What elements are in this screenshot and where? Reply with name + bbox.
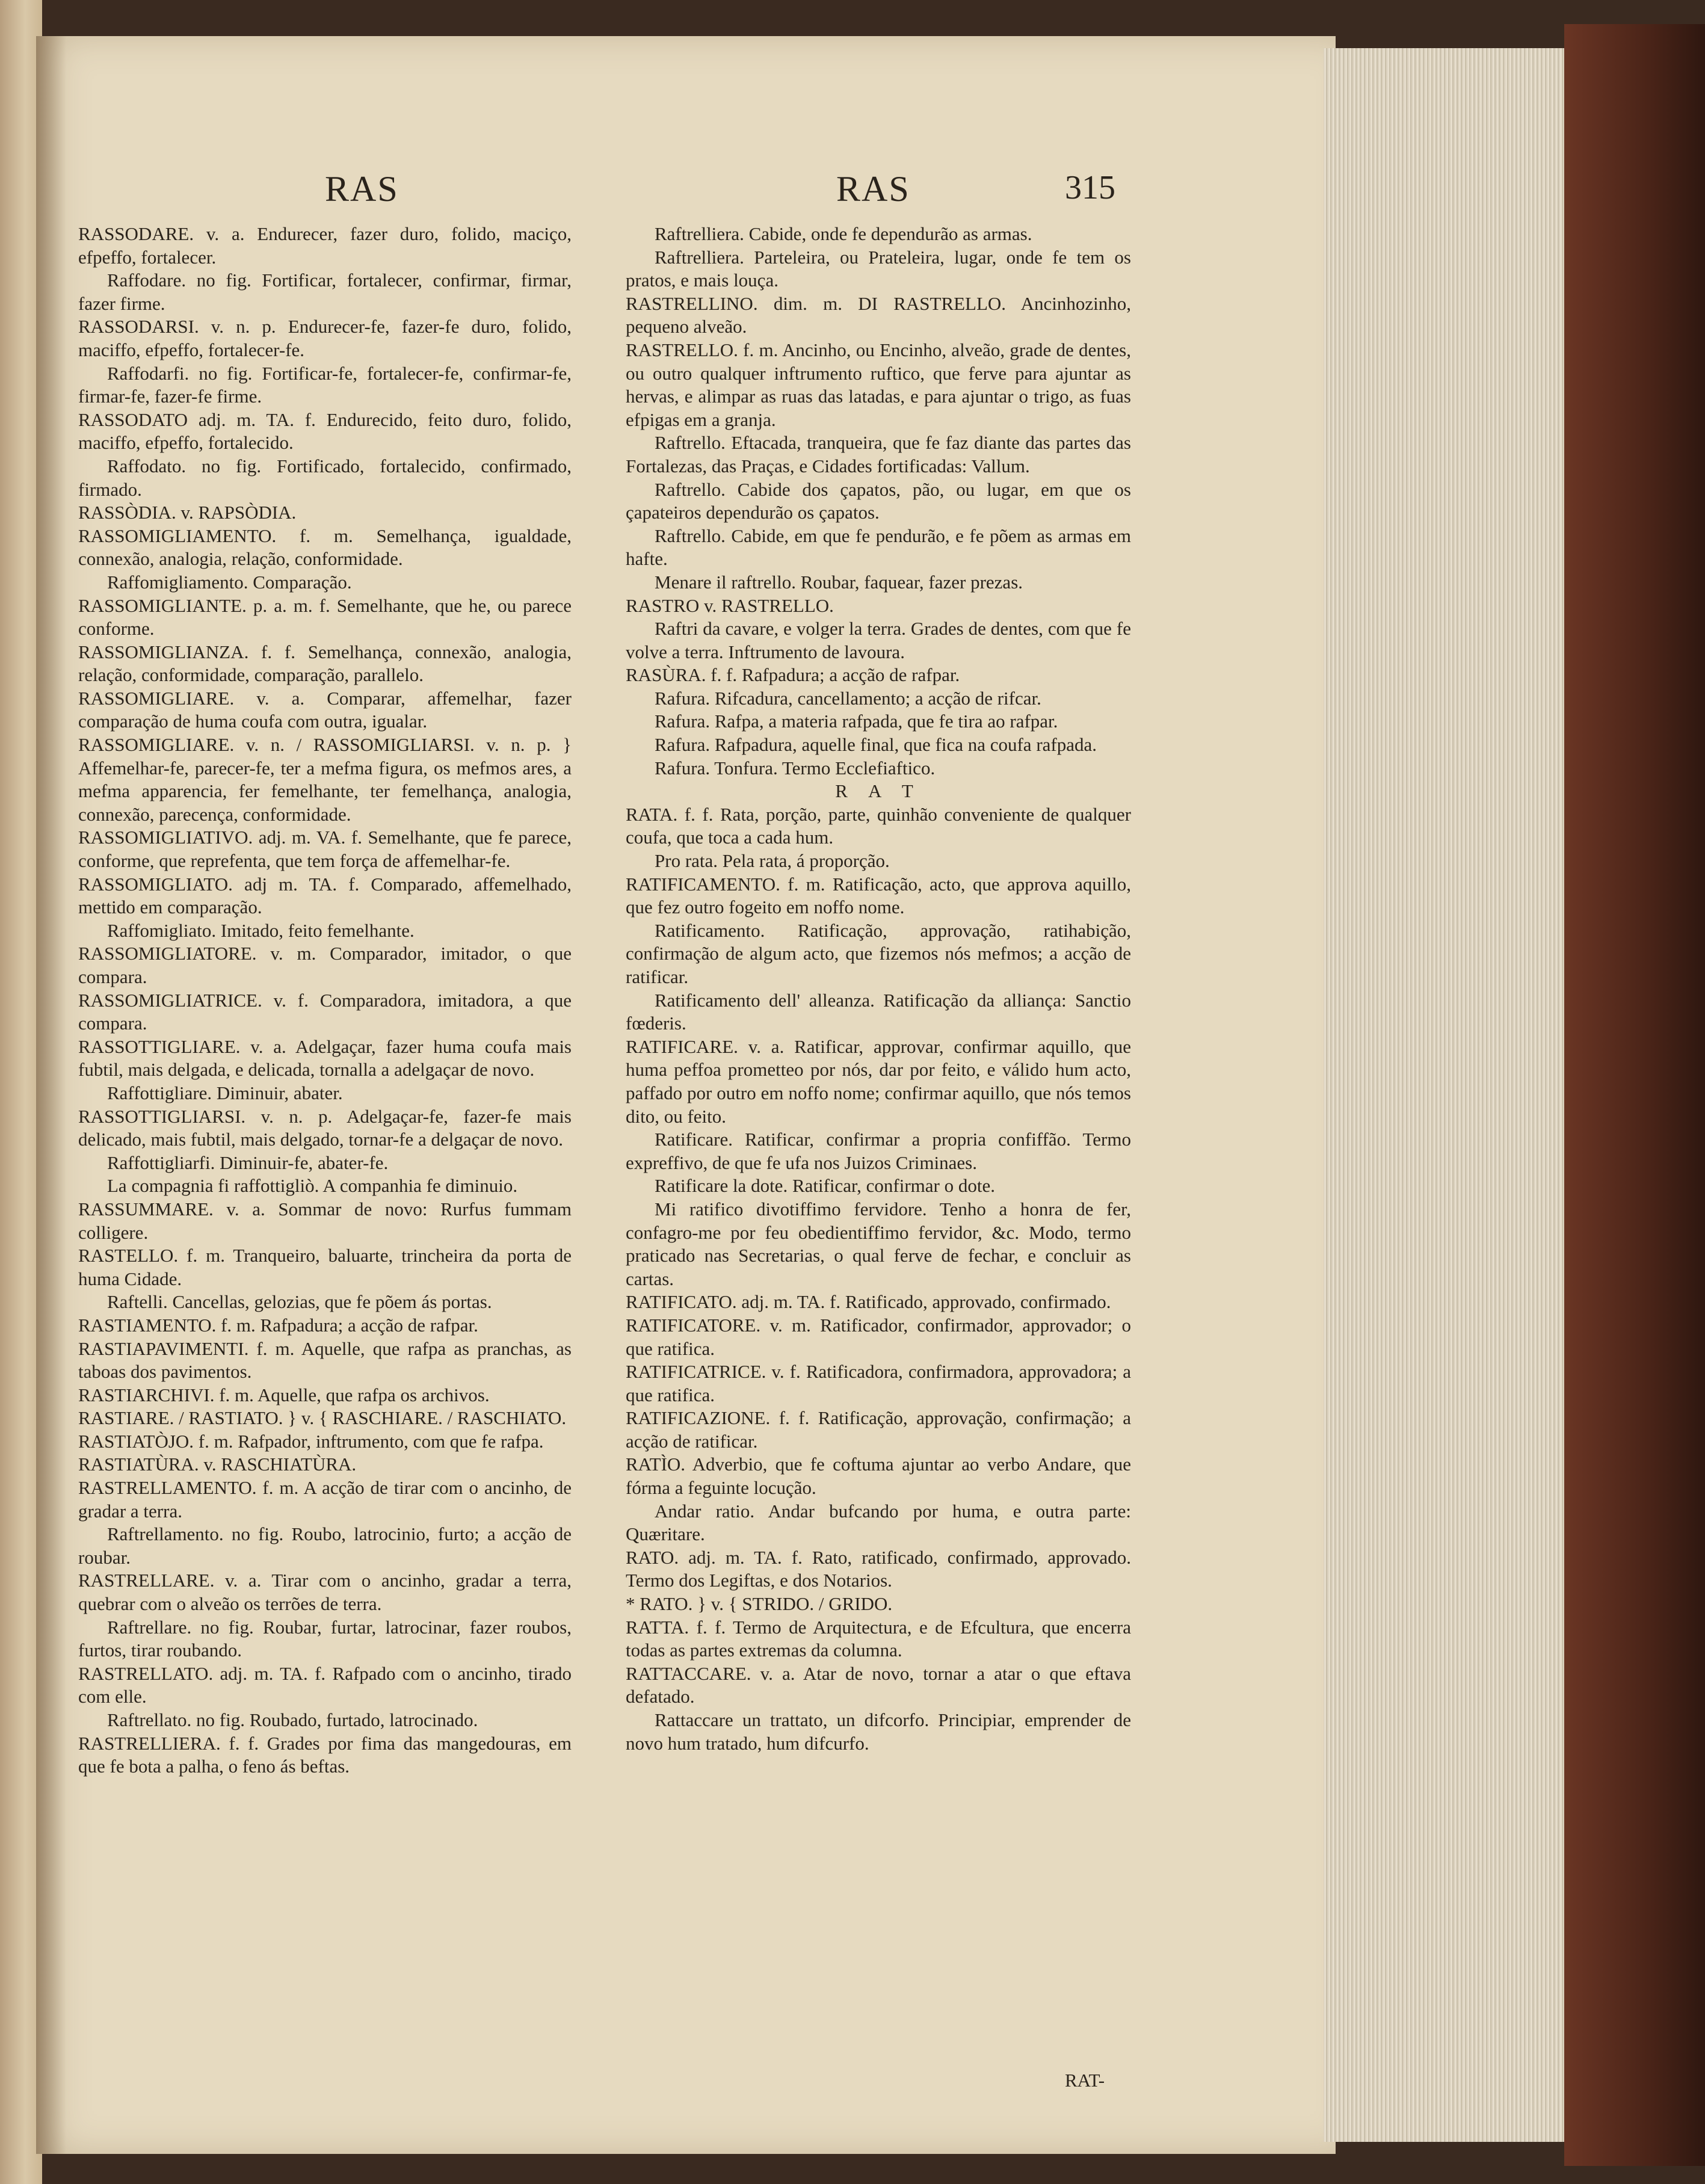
entry: RATTA. f. f. Termo de Arquitectura, e de Efcultura, que encerra todas as partes extremas da columna. bbox=[626, 1616, 1131, 1661]
entry: Raffodare. no fig. Fortificar, fortalecer, confirmar, firmar, fazer firme. bbox=[78, 270, 572, 314]
section-heading: R A T bbox=[835, 780, 922, 802]
entry: RASSODATO adj. m. TA. f. Endurecido, feito duro, folido, maciffo, efpeffo, fortalecido. bbox=[78, 409, 572, 454]
entry: Raftrello. Cabide dos çapatos, pão, ou lugar, em que os çapateiros dependurão os çapatos. bbox=[626, 478, 1131, 523]
entry: RASSODARSI. v. n. p. Endurecer-fe, fazer-fe duro, folido, maciffo, efpeffo, fortalecer-fe. bbox=[78, 316, 572, 360]
entry: RATIFICAMENTO. f. m. Ratificação, acto, que approva aquillo, que fez outro fogeito em noffo nome. bbox=[626, 873, 1131, 918]
entry: Raftelli. Cancellas, gelozias, que fe põem ás portas. bbox=[107, 1291, 492, 1313]
entry: RASTRELLIERA. f. f. Grades por fima das mangedouras, em que fe bota a palha, o feno ás beftas. bbox=[78, 1732, 572, 1777]
entry: Raftri da cavare, e volger la terra. Grades de dentes, com que fe volve a terra. Inftrumento de lavoura. bbox=[626, 618, 1131, 662]
entry: RASSOMIGLIATO. adj m. TA. f. Comparado, affemelhado, mettido em comparação. bbox=[78, 873, 572, 918]
entry: Rafura. Rafpadura, aquelle final, que fica na coufa rafpada. bbox=[655, 734, 1097, 756]
entry: Raftrellamento. no fig. Roubo, latrocinio, furto; a acção de roubar. bbox=[78, 1523, 572, 1568]
entry: RASSOMIGLIATIVO. adj. m. VA. f. Semelhante, que fe parece, conforme, que reprefenta, que tem força de affemelhar-fe. bbox=[78, 827, 572, 872]
entry: Raffodato. no fig. Fortificado, fortalecido, confirmado, firmado. bbox=[78, 455, 572, 500]
entry: Raffottigliarfi. Diminuir-fe, abater-fe. bbox=[107, 1152, 389, 1173]
left-column bbox=[78, 223, 572, 1778]
entry: RASTIAMENTO. f. m. Rafpadura; a acção de rafpar. bbox=[78, 1314, 478, 1336]
entry: RASSOMIGLIARE. v. a. Comparar, affemelhar, fazer comparação de huma coufa com outra, igualar. bbox=[78, 687, 572, 732]
entry: Mi ratifico divotiffimo fervidore. Tenho a honra de fer, confagro-me por feu obedientiffimo fervidor, &c. Modo, termo praticado nas Secretarias, o qual ferve de fechar, e concluir as cartas. bbox=[626, 1198, 1131, 1289]
entry: RASSOMIGLIANTE. p. a. m. f. Semelhante, que he, ou parece conforme. bbox=[78, 594, 572, 640]
entry: RASTRO v. RASTRELLO. bbox=[626, 594, 834, 616]
entry: RASTRELLAMENTO. f. m. A acção de tirar com o ancinho, de gradar a terra. bbox=[78, 1477, 572, 1522]
running-head-left: RAS bbox=[325, 169, 399, 209]
entry: Raffottigliare. Diminuir, abater. bbox=[107, 1082, 343, 1103]
entry: RASTRELLO. f. m. Ancinho, ou Encinho, alveão, grade de dentes, ou outro qualquer inftrumento ruftico, que ferve para ajuntar as hervas, e alimpar as ruas das latadas, e para ajuntar o trigo, as fuas efpigas em a granja. bbox=[626, 339, 1131, 430]
entry: RATÌO. Adverbio, que fe coftuma ajuntar ao verbo Andare, que fórma a feguinte locução. bbox=[626, 1454, 1131, 1499]
page-fore-edge bbox=[1324, 48, 1576, 2142]
catchword: RAT- bbox=[1065, 2070, 1105, 2091]
entry: RASTIARE. / RASTIATO. } v. { RASCHIARE. / RASCHIATO. bbox=[78, 1407, 567, 1429]
entry: Ratificare. Ratificar, confirmar a propria confiffão. Termo expreffivo, de que fe ufa nos Juizos Criminaes. bbox=[626, 1129, 1131, 1173]
entry: RATIFICATO. adj. m. TA. f. Ratificado, approvado, confirmado. bbox=[626, 1291, 1111, 1313]
entry: RASSOMIGLIANZA. f. f. Semelhança, connexão, analogia, relação, conformidade, comparação, parallelo. bbox=[78, 641, 572, 686]
entry: RASÙRA. f. f. Rafpadura; a acção de rafpar. bbox=[626, 664, 960, 686]
entry: RASTIAPAVIMENTI. f. m. Aquelle, que rafpa as pranchas, as taboas dos pavimentos. bbox=[78, 1337, 572, 1383]
entry: RASTELLO. f. m. Tranqueiro, baluarte, trincheira da porta de huma Cidade. bbox=[78, 1245, 572, 1289]
entry: Rattaccare un trattato, un difcorfo. Principiar, emprender de novo hum tratado, hum difcurfo. bbox=[626, 1709, 1131, 1754]
entry: RASSÒDIA. v. RAPSÒDIA. bbox=[78, 502, 297, 523]
entry: Raffomigliato. Imitado, feito femelhante. bbox=[107, 919, 415, 941]
entry: Raftrellare. no fig. Roubar, furtar, latrocinar, fazer roubos, furtos, tirar roubando. bbox=[78, 1616, 572, 1661]
entry: Rafura. Tonfura. Termo Ecclefiaftico. bbox=[655, 757, 936, 779]
entry: RASSOTTIGLIARE. v. a. Adelgaçar, fazer huma coufa mais fubtil, mais delgada, e delicada, tornalla a adelgaçar de novo. bbox=[78, 1035, 572, 1081]
entry: RASTRELLARE. v. a. Tirar com o ancinho, gradar a terra, quebrar com o alveão os terrões de terra. bbox=[78, 1570, 572, 1615]
running-head-right: RAS bbox=[836, 169, 910, 209]
entry: RATIFICAZIONE. f. f. Ratificação, approvação, confirmação; a acção de ratificar. bbox=[626, 1407, 1131, 1452]
entry: Raftrelliera. Cabide, onde fe dependurão as armas. bbox=[655, 223, 1032, 244]
entry: Ratificamento dell' alleanza. Ratificação da alliança: Sanctio fœderis. bbox=[626, 989, 1131, 1034]
entry: RASSOMIGLIAMENTO. f. m. Semelhança, igualdade, connexão, analogia, relação, conformidade. bbox=[78, 525, 572, 570]
entry: RASSOTTIGLIARSI. v. n. p. Adelgaçar-fe, fazer-fe mais delicado, mais fubtil, mais delgado, tornar-fe a delgaçar de novo. bbox=[78, 1105, 572, 1150]
gutter-shadow bbox=[36, 36, 66, 2154]
entry: Andar ratio. Andar bufcando por huma, e outra parte: Quæritare. bbox=[626, 1500, 1131, 1545]
entry: RATO. adj. m. TA. f. Rato, ratificado, confirmado, approvado. Termo dos Legiftas, e dos Notarios. bbox=[626, 1546, 1131, 1591]
page-number: 315 bbox=[1065, 169, 1115, 206]
entry: * RATO. } v. { STRIDO. / GRIDO. bbox=[626, 1593, 893, 1615]
leather-binding bbox=[1564, 24, 1705, 2166]
entry: RASTIARCHIVI. f. m. Aquelle, que rafpa os archivos. bbox=[78, 1384, 490, 1405]
entry: RASTRELLATO. adj. m. TA. f. Rafpado com o ancinho, tirado com elle. bbox=[78, 1662, 572, 1707]
entry: RATIFICATRICE. v. f. Ratificadora, confirmadora, approvadora; a que ratifica. bbox=[626, 1361, 1131, 1405]
entry: RATIFICARE. v. a. Ratificar, approvar, confirmar aquillo, que huma peffoa prometteo por nós, dar por feito, e válido hum acto, paffado por outro em noffo nome; confirmar aquillo, que nós temos dito, ou feito. bbox=[626, 1035, 1131, 1127]
entry: Raffomigliamento. Comparação. bbox=[107, 571, 352, 593]
entry: Pro rata. Pela rata, á proporção. bbox=[655, 850, 890, 872]
entry: Rafura. Rafpa, a materia rafpada, que fe tira ao rafpar. bbox=[655, 711, 1058, 732]
entry: RASSOMIGLIATRICE. v. f. Comparadora, imitadora, a que compara. bbox=[78, 989, 572, 1034]
entry: Menare il raftrello. Roubar, faquear, fazer prezas. bbox=[655, 571, 1023, 593]
entry: La compagnia fi raffottigliò. A companhia fe diminuio. bbox=[107, 1175, 518, 1197]
entry: RASSODARE. v. a. Endurecer, fazer duro, folido, maciço, efpeffo, fortalecer. bbox=[78, 223, 572, 268]
entry: Rafura. Rifcadura, cancellamento; a acção de rifcar. bbox=[655, 687, 1041, 709]
entry: Ratificare la dote. Ratificar, confirmar o dote. bbox=[655, 1175, 995, 1197]
entry: RATIFICATORE. v. m. Ratificador, confirmador, approvador; o que ratifica. bbox=[626, 1314, 1131, 1359]
entry: RATA. f. f. Rata, porção, parte, quinhão conveniente de qualquer coufa, que toca a cada hum. bbox=[626, 803, 1131, 848]
entry: RASTIATÒJO. f. m. Rafpador, inftrumento, com que fe rafpa. bbox=[78, 1430, 544, 1452]
entry: RATTACCARE. v. a. Atar de novo, tornar a atar o que eftava defatado. bbox=[626, 1662, 1131, 1707]
entry: Ratificamento. Ratificação, approvação, ratihabição, confirmação de algum acto, que fizemos nós mefmos; a acção de ratificar. bbox=[626, 919, 1131, 987]
entry: Raftrellato. no fig. Roubado, furtado, latrocinado. bbox=[107, 1709, 478, 1730]
entry: Raftrello. Eftacada, tranqueira, que fe faz diante das partes das Fortalezas, das Praças, e Cidades fortificadas: Vallum. bbox=[626, 432, 1131, 477]
right-column bbox=[626, 223, 1131, 1755]
entry: RASSOMIGLIARE. v. n. / RASSOMIGLIARSI. v. n. p. } Affemelhar-fe, parecer-fe, ter a mefma figura, os mefmos ares, a mefma apparencia, fer femelhante, ter femelhança, analogia, connexão, parecença, conformidade. bbox=[78, 734, 572, 825]
entry: RASSOMIGLIATORE. v. m. Comparador, imitador, o que compara. bbox=[78, 943, 572, 987]
entry: Raftrelliera. Parteleira, ou Prateleira, lugar, onde fe tem os pratos, e mais louça. bbox=[626, 246, 1131, 291]
entry: Raftrello. Cabide, em que fe pendurão, e fe põem as armas em hafte. bbox=[626, 525, 1131, 570]
entry: RASTRELLINO. dim. m. DI RASTRELLO. Ancinhozinho, pequeno alveão. bbox=[626, 292, 1131, 338]
entry: RASSUMMARE. v. a. Sommar de novo: Rurfus fummam colligere. bbox=[78, 1198, 572, 1243]
entry: RASTIATÙRA. v. RASCHIATÙRA. bbox=[78, 1454, 357, 1475]
entry: Raffodarfi. no fig. Fortificar-fe, fortalecer-fe, confirmar-fe, firmar-fe, fazer-fe firme. bbox=[78, 362, 572, 407]
